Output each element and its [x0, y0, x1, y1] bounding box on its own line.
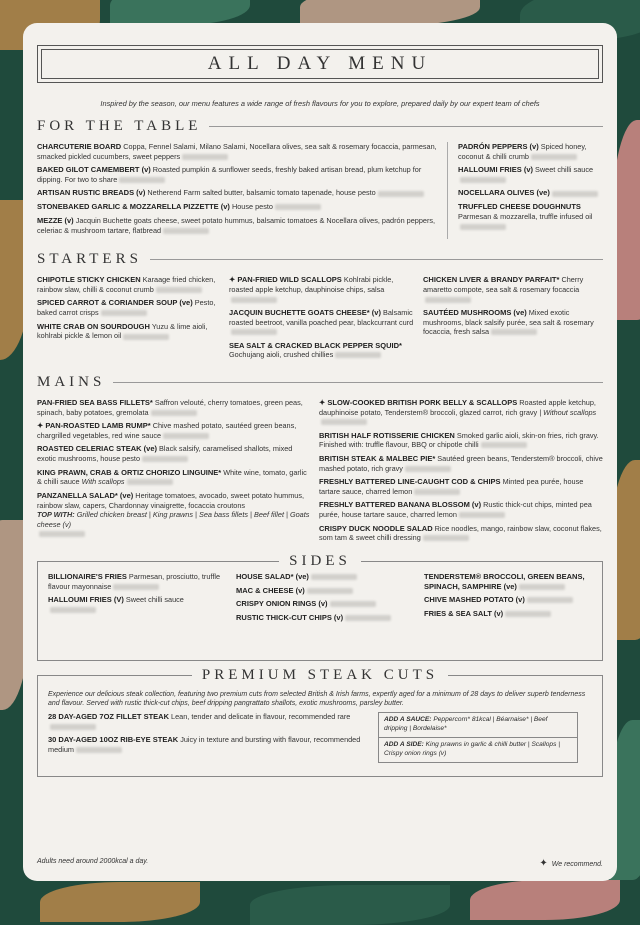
divider — [447, 142, 448, 239]
menu-item — [37, 188, 437, 198]
menu-item — [236, 599, 416, 609]
item-name: TENDERSTEM® BROCCOLI, GREEN BEANS, SPINACH, SAMPHIRE (ve) — [424, 571, 585, 591]
section-heading-steak: PREMIUM STEAK CUTS — [38, 666, 602, 684]
mains-left — [37, 398, 319, 547]
item-name: ARTISAN RUSTIC BREADS (v) — [37, 188, 146, 198]
item-name: HOUSE SALAD* (ve) — [236, 571, 309, 581]
item-name: MAC & CHEESE (v) — [236, 585, 305, 595]
menu-item — [319, 524, 603, 543]
menu-item — [229, 275, 415, 304]
sides-box — [37, 552, 603, 661]
blurred-price — [330, 601, 376, 607]
menu-item — [37, 421, 311, 440]
menu-item — [37, 398, 311, 417]
item-description: Rustic thick-cut chips, minted pea purée, house tartare sauce, charred lemon — [319, 500, 592, 520]
mains-right — [319, 398, 603, 547]
menu-item — [37, 275, 221, 294]
item-name: SPICED CARROT & CORIANDER SOUP (ve) — [37, 298, 193, 308]
menu-item — [458, 165, 598, 184]
item-description: Coppa, Fennel Salami, Milano Salami, Nocellara olives, sea salt & rosemary focaccia, parmesan, smacked pickled cucumbers, sweet peppers — [37, 142, 437, 161]
item-description: Pesto, baked carrot crisps — [37, 298, 216, 318]
sides-section — [48, 572, 592, 627]
item-name: KING PRAWN, CRAB & ORTIZ CHORIZO LINGUINE* — [37, 467, 222, 477]
blurred-price — [531, 154, 577, 160]
menu-item — [424, 595, 592, 605]
blurred-price — [127, 479, 173, 485]
item-name: SAUTÉED MUSHROOMS (ve) — [423, 307, 527, 317]
item-description: Gochujang aioli, crushed chillies — [229, 350, 334, 360]
item-name: HALLOUMI FRIES (V) — [48, 595, 124, 604]
kcal-note: Adults need around 2000kcal a day. — [37, 858, 149, 865]
section-heading-sides: SIDES — [38, 552, 602, 570]
steak-section — [48, 712, 592, 763]
mains-section — [37, 398, 603, 547]
menu-item — [424, 572, 592, 592]
item-name: FRIES & SEA SALT (v) — [424, 609, 504, 619]
item-description: Smoked garlic aioli, skin-on fries, rich gravy. Finished with: truffle flavour, BBQ or chipotle chilli — [319, 430, 599, 450]
blurred-price — [425, 297, 471, 303]
blurred-price — [414, 489, 460, 495]
item-name: PADRÓN PEPPERS (v) — [458, 142, 539, 151]
blurred-price — [460, 224, 506, 230]
item-description: Black salsify, caramelised shallots, mixed exotic mushrooms, house pesto — [37, 444, 293, 464]
item-description: House pesto — [231, 202, 273, 212]
add-side-box: ADD A SIDE: King prawns in garlic & chilli butter | Scallops | Crispy onion rings (v) — [378, 738, 578, 763]
title-frame — [37, 45, 603, 83]
menu-item — [229, 341, 415, 360]
menu-item — [319, 431, 603, 450]
item-toppings: TOP WITH: Grilled chicken breast | King prawns | Sea bass fillets | Beef fillet | Goats cheese (v) — [37, 510, 310, 529]
item-name: TRUFFLED CHEESE DOUGHNUTS — [458, 202, 581, 212]
sides-col-1 — [48, 572, 236, 627]
menu-item — [48, 595, 228, 614]
menu-item — [423, 308, 603, 337]
menu-item — [319, 500, 603, 519]
item-name: HALLOUMI FRIES (v) — [458, 165, 533, 175]
menu-item — [37, 202, 437, 212]
intro-text: Inspired by the season, our menu features a wide range of fresh flavours for you to explore, prepared daily by our expert team of chefs — [100, 99, 540, 108]
steak-intro: Experience our delicious steak collection, featuring two premium cuts from selected British & Irish farms, expertly aged for a minimum of 28 days to deliver superb tenderness and flavour. Served with rustic thick-cut chips, beef dripping pangrattato shallots, exotic mushrooms, parsley butter. — [48, 690, 586, 707]
section-heading-mains: MAINS — [37, 374, 603, 391]
item-description: Mixed exotic mushrooms, black salsify purée, sea salt & rosemary focaccia, fresh salsa — [423, 307, 594, 337]
blurred-price — [50, 724, 96, 730]
item-description: Heritage tomatoes, avocado, sweet potato hummus, rainbow slaw, capers, Chardonnay vinaigrette, focaccia croutons — [37, 490, 305, 510]
menu-item — [236, 572, 416, 582]
menu-item — [48, 735, 378, 754]
blurred-price — [142, 456, 188, 462]
item-description: Balsamic roasted beetroot, vanilla poached pear, blackcurrant curd — [229, 307, 414, 327]
blurred-price — [460, 177, 506, 183]
for-the-table-right — [458, 142, 598, 239]
menu-item — [37, 216, 437, 235]
menu-item — [37, 165, 437, 184]
blurred-price — [307, 588, 353, 594]
sides-col-3 — [424, 572, 592, 627]
blurred-price — [119, 177, 165, 183]
menu-item — [37, 298, 221, 317]
menu-item — [48, 572, 228, 591]
item-name: 28 DAY-AGED 7OZ FILLET STEAK — [48, 711, 169, 721]
item-name: CRISPY DUCK NOODLE SALAD — [319, 523, 433, 533]
blurred-price — [459, 512, 505, 518]
menu-item — [319, 398, 603, 427]
blurred-price — [378, 191, 424, 197]
item-description: Minted pea purée, house tartare sauce, charred lemon — [319, 477, 584, 496]
menu-item — [37, 468, 311, 487]
item-description: Parmesan, prosciutto, truffle flavour mayonnaise — [48, 571, 221, 591]
blurred-price — [321, 419, 367, 425]
item-extra: | Without scallops — [539, 407, 597, 417]
menu-item — [458, 188, 598, 198]
item-name: CHICKEN LIVER & BRANDY PARFAIT* — [423, 275, 560, 285]
item-name: CHARCUTERIE BOARD — [37, 142, 122, 151]
blurred-price — [182, 154, 228, 160]
item-description: Jacquin Buchette goats cheese, sweet potato hummus, balsamic tomatoes & Nocellara olives, padrón peppers, celeriac & mushroom tartare, flatbread — [37, 215, 436, 235]
item-description: Rice noodles, mango, rainbow slaw, coconut flakes, som tam & sweet chilli dressing — [319, 523, 602, 543]
for-the-table-section — [37, 142, 603, 239]
blurred-price — [76, 747, 122, 753]
blurred-price — [50, 607, 96, 613]
menu-item — [236, 613, 416, 623]
blurred-price — [275, 204, 321, 210]
steak-addons — [378, 712, 578, 763]
blurred-price — [335, 352, 381, 358]
sparkle-icon: ✦ — [539, 858, 548, 869]
steak-box — [37, 666, 603, 777]
blurred-price — [519, 584, 565, 590]
item-name: BRITISH HALF ROTISSERIE CHICKEN — [319, 430, 455, 440]
item-description: Chive mashed potato, sautéed green beans, chargrilled vegetables, red wine sauce — [37, 421, 297, 440]
menu-item — [236, 586, 416, 596]
blurred-price — [39, 531, 85, 537]
recommend-note: ✦ We recommend. — [539, 858, 603, 869]
item-name: MEZZE (v) — [37, 215, 74, 225]
starters-col-2 — [229, 275, 423, 364]
blurred-price — [156, 287, 202, 293]
menu-item — [37, 322, 221, 341]
item-description: Karaage fried chicken, rainbow slaw, chilli & coconut crumb — [37, 275, 216, 294]
item-name: RUSTIC THICK-CUT CHIPS (v) — [236, 613, 344, 623]
blurred-price — [552, 191, 598, 197]
blurred-price — [231, 329, 277, 335]
item-name: ROASTED CELERIAC STEAK (ve) — [37, 444, 158, 454]
item-description: Juicy in texture and bursting with flavour, recommended medium — [48, 735, 361, 754]
add-sauce-box: ADD A SAUCE: Peppercorn* 81kcal | Béarnaise* | Beef dripping | Bordelaise* — [378, 712, 578, 738]
item-name: BILLIONAIRE'S FRIES — [48, 571, 127, 581]
menu-item — [458, 202, 598, 231]
menu-item — [319, 454, 603, 473]
item-name: FRESHLY BATTERED LINE-CAUGHT COD & CHIPS — [319, 477, 501, 487]
section-heading-starters: STARTERS — [37, 251, 603, 268]
starters-section — [37, 275, 603, 364]
item-description: White wine, tomato, garlic & chilli sauce — [37, 467, 307, 487]
menu-card — [23, 23, 617, 881]
item-name: ✦ SLOW-COOKED BRITISH PORK BELLY & SCALLOPS — [319, 397, 518, 407]
blurred-price — [311, 574, 357, 580]
menu-item — [458, 142, 598, 161]
blurred-price — [405, 466, 451, 472]
item-description: Spiced honey, coconut & chilli crumb — [458, 142, 587, 161]
menu-item — [423, 275, 603, 304]
blurred-price — [423, 535, 469, 541]
item-description: Saffron velouté, cherry tomatoes, green peas, spinach, baby potatoes, gremolata — [37, 397, 303, 417]
item-name: NOCELLARA OLIVES (ve) — [458, 188, 550, 198]
section-heading-for-the-table: FOR THE TABLE — [37, 118, 603, 135]
menu-item — [37, 142, 437, 161]
blurred-price — [527, 597, 573, 603]
item-name: WHITE CRAB ON SOURDOUGH — [37, 321, 150, 331]
item-extra: With scallops — [81, 477, 125, 487]
blurred-price — [163, 228, 209, 234]
menu-item — [424, 609, 592, 619]
for-the-table-left — [37, 142, 437, 239]
starters-col-1 — [37, 275, 229, 364]
blurred-price — [345, 615, 391, 621]
item-description: Yuzu & lime aioli, kohlrabi pickle & lemon oil — [37, 321, 208, 341]
starters-col-3 — [423, 275, 603, 364]
item-description: Sautéed green beans, Tenderstem® broccoli, chive mashed potato, rich gravy — [319, 453, 603, 473]
menu-item — [37, 444, 311, 463]
item-name: CHIPOTLE STICKY CHICKEN — [37, 275, 141, 285]
item-description: Sweet chilli sauce — [125, 595, 184, 604]
sides-col-2 — [236, 572, 424, 627]
item-description: Netherend Farm salted butter, balsamic tomato tapenade, house pesto — [147, 188, 376, 198]
item-description: Cherry amaretto compote, sea salt & rosemary focaccia — [423, 275, 584, 294]
item-name: CRISPY ONION RINGS (v) — [236, 599, 328, 609]
blurred-price — [481, 442, 527, 448]
item-description: Roasted pumpkin & sunflower seeds, freshly baked artisan bread, plum ketchup for dipping. For two to share — [37, 165, 422, 184]
footer — [37, 858, 603, 869]
blurred-price — [505, 611, 551, 617]
item-description: Sweet chilli sauce — [535, 165, 594, 175]
menu-item — [37, 491, 311, 539]
item-name: 30 DAY-AGED 10OZ RIB-EYE STEAK — [48, 735, 179, 745]
item-name: FRESHLY BATTERED BANANA BLOSSOM (v) — [319, 500, 482, 510]
blurred-price — [101, 310, 147, 316]
item-name: PAN-FRIED SEA BASS FILLETS* — [37, 397, 153, 407]
item-name: BAKED GILOT CAMEMBERT (v) — [37, 165, 151, 175]
item-name: STONEBAKED GARLIC & MOZZARELLA PIZZETTE (v) — [37, 202, 230, 212]
item-description: Roasted apple ketchup, dauphinoise potato, Tenderstem® broccoli, glazed carrot, rich gravy — [319, 397, 596, 417]
menu-item — [48, 712, 378, 731]
item-name: CHIVE MASHED POTATO (v) — [424, 595, 525, 605]
blurred-price — [231, 297, 277, 303]
blurred-price — [163, 433, 209, 439]
blurred-price — [491, 329, 537, 335]
blurred-price — [123, 334, 169, 340]
steak-items — [48, 712, 378, 763]
item-description: Parmesan & mozzarella, truffle infused oil — [458, 211, 593, 221]
item-name: ✦ PAN-FRIED WILD SCALLOPS — [229, 275, 342, 285]
item-description: Kohlrabi pickle, roasted apple ketchup, dauphinoise chips, salsa — [229, 275, 394, 294]
item-name: SEA SALT & CRACKED BLACK PEPPER SQUID* — [229, 340, 402, 350]
menu-item — [229, 308, 415, 337]
menu-title: ALL DAY MENU — [207, 53, 433, 74]
menu-item — [319, 477, 603, 496]
item-name: PANZANELLA SALAD* (ve) — [37, 490, 134, 500]
item-name: BRITISH STEAK & MALBEC PIE* — [319, 453, 436, 463]
item-name: JACQUIN BUCHETTE GOATS CHEESE* (v) — [229, 307, 381, 317]
item-name: ✦ PAN-ROASTED LAMB RUMP* — [37, 421, 151, 431]
blurred-price — [151, 410, 197, 416]
blurred-price — [113, 584, 159, 590]
item-description: Lean, tender and delicate in flavour, recommended rare — [171, 711, 351, 721]
